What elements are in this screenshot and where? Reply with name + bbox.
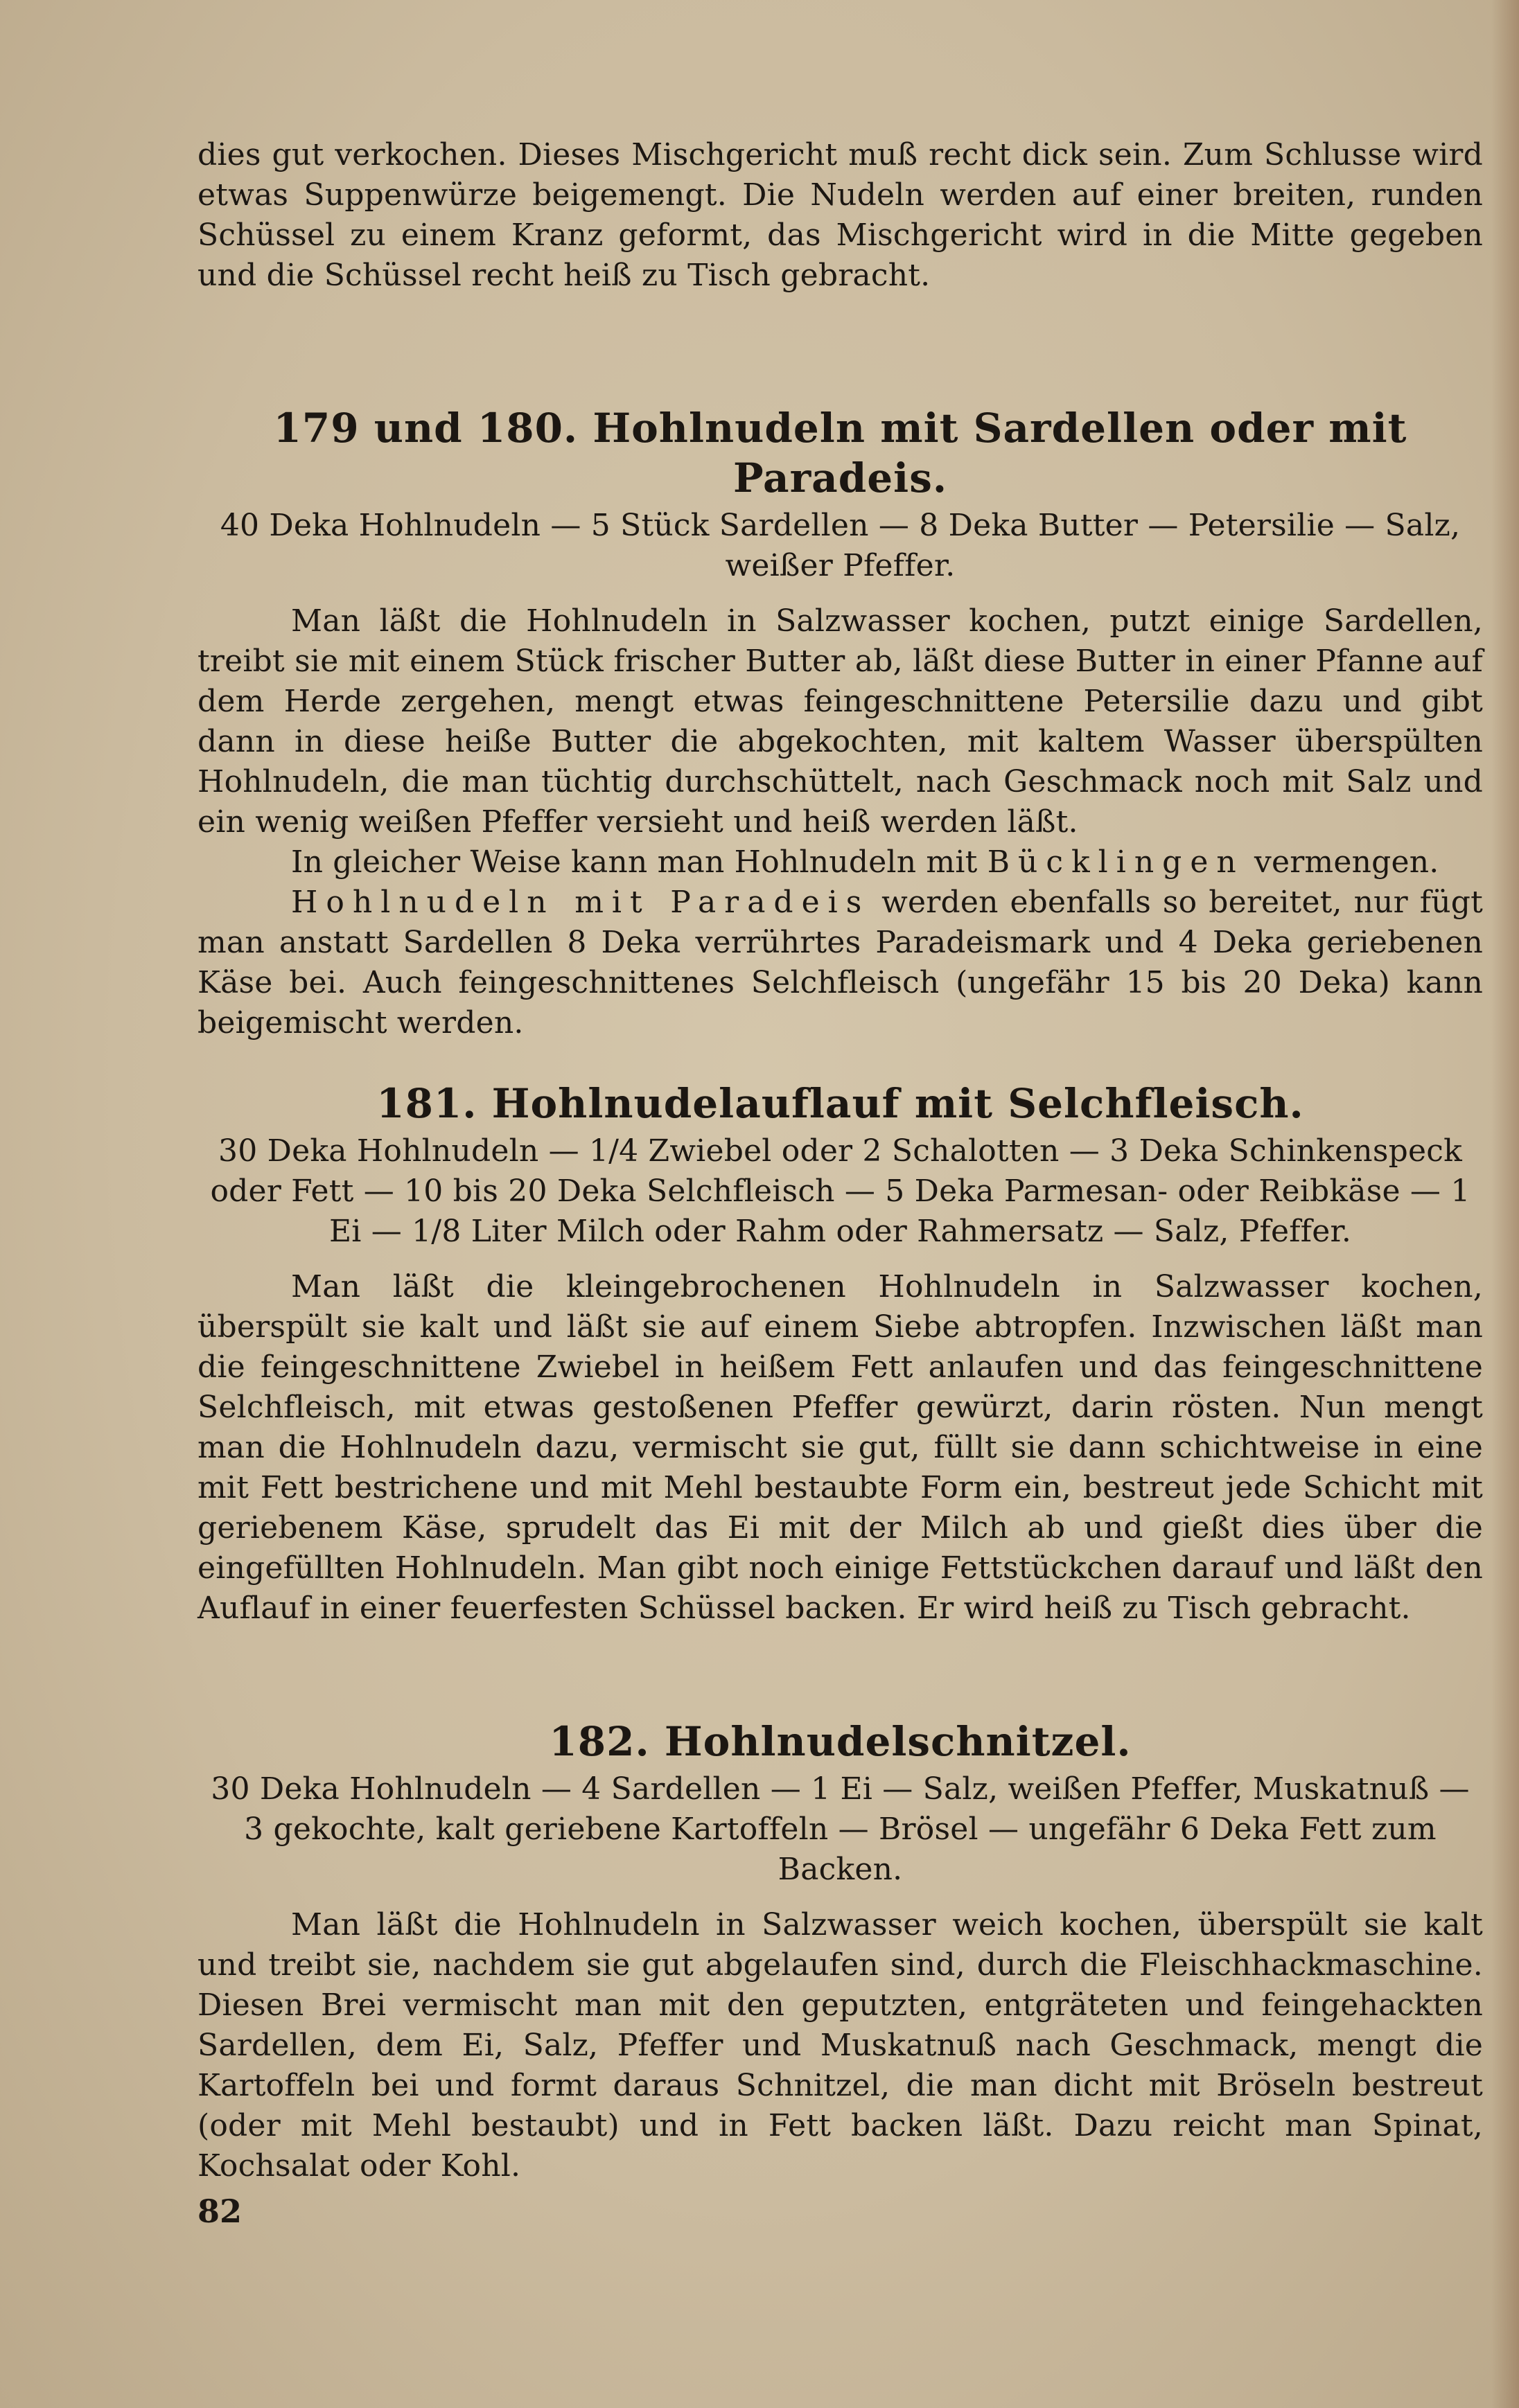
text-run: vermengen. — [1244, 844, 1439, 880]
intro-section — [197, 135, 1483, 296]
recipe-paragraph: Man läßt die kleingebrochenen Hohlnudeln in Salzwasser kochen, überspült sie kalt und läßt sie auf einem Siebe abtropfen. Inzwischen läßt man die feingeschnittene Zwiebel in heißem Fett anlaufen und das feingeschnittene Selchfleisch, mit etwas gestoßenen Pfeffer gewürzt, darin rösten. Nun mengt man die Hohlnudeln dazu, vermischt sie gut, füllt sie dann schichtweise in eine mit Fett bestrichene und mit Mehl bestaubte Form ein, bestreut jede Schicht mit geriebenem Käse, sprudelt das Ei mit der Milch ab und gießt dies über die eingefüllten Hohlnudeln. Man gibt noch einige Fettstückchen darauf und läßt den Auflauf in einer feuerfesten Schüssel backen. Er wird heiß zu Tisch gebracht. — [197, 1269, 1483, 1626]
recipe-paragraph — [197, 883, 1483, 1043]
recipe-179-180 — [197, 403, 1483, 1043]
recipe-paragraph: Man läßt die Hohlnudeln in Salzwasser weich kochen, überspült sie kalt und treibt sie, nachdem sie gut abgelaufen sind, durch die Fleischhackmaschine. Diesen Brei vermischt man mit den geputzten, entgräteten und feingehackten Sardellen, dem Ei, Salz, Pfeffer und Muskatnuß nach Geschmack, mengt die Kartoffeln bei und formt daraus Schnitzel, die man dicht mit Bröseln bestreut (oder mit Mehl bestaubt) und in Fett backen läßt. Dazu reicht man Spinat, Kochsalat oder Kohl. — [197, 1907, 1483, 2184]
recipe-title: 182. Hohlnudelschnitzel. — [549, 1718, 1132, 1765]
page-edge-shadow — [1491, 0, 1519, 2408]
recipe-paragraph — [197, 842, 1483, 883]
spaced-emphasis: Hohlnudeln mit Paradeis — [291, 885, 870, 920]
recipe-title: 179 und 180. Hohlnudeln mit Sardellen oder mit Paradeis. — [273, 405, 1407, 502]
page-number: 82 — [197, 2193, 243, 2230]
text-run: In gleicher Weise kann man Hohlnudeln mit — [291, 844, 987, 880]
ingredient-list: 30 Deka Hohlnudeln — 1/4 Zwiebel oder 2 Schalotten — 3 Deka Schinkenspeck oder Fett — 10 bis 20 Deka Selchfleisch — 5 Deka Parmesan- oder Reibkäse — 1 Ei — 1/8 Liter Milch oder Rahm oder Rahmersatz — Salz, Pfeffer. — [210, 1133, 1470, 1249]
intro-paragraph: dies gut verkochen. Dieses Mischgericht muß recht dick sein. Zum Schlusse wird etwas Suppenwürze beigemengt. Die Nudeln werden auf einer breiten, runden Schüssel zu einem Kranz geformt, das Mischgericht wird in die Mitte gegeben und die Schüssel recht heiß zu Tisch gebracht. — [197, 137, 1483, 293]
recipe-paragraph: Man läßt die Hohlnudeln in Salzwasser kochen, putzt einige Sardellen, treibt sie mit einem Stück frischer Butter ab, läßt diese Butter in einer Pfanne auf dem Herde zergehen, mengt etwas feingeschnittene Petersilie dazu und gibt dann in diese heiße Butter die abgekochten, mit kaltem Wasser überspülten Hohlnudeln, die man tüchtig durchschüttelt, nach Geschmack noch mit Salz und ein wenig weißen Pfeffer versieht und heiß werden läßt. — [197, 603, 1483, 840]
recipe-181 — [197, 1079, 1483, 1629]
ingredient-list: 40 Deka Hohlnudeln — 5 Stück Sardellen — 8 Deka Butter — Petersilie — Salz, weißer Pfeffer. — [220, 508, 1461, 583]
recipe-182 — [197, 1717, 1483, 2186]
ingredient-list: 30 Deka Hohlnudeln — 4 Sardellen — 1 Ei — Salz, weißen Pfeffer, Muskatnuß — 3 gekochte, kalt geriebene Kartoffeln — Brösel — ungefähr 6 Deka Fett zum Backen. — [211, 1771, 1470, 1887]
spaced-emphasis: Bücklingen — [987, 844, 1245, 880]
text-run: werden ebenfalls so bereitet, nur fügt man anstatt Sardellen 8 Deka verrührtes Paradeismark und 4 Deka geriebenen Käse bei. Auch feingeschnittenes Selchfleisch (ungefähr 15 bis 20 Deka) kann beigemischt werden. — [197, 885, 1483, 1041]
recipe-title: 181. Hohlnudelauflauf mit Selchfleisch. — [376, 1080, 1304, 1127]
